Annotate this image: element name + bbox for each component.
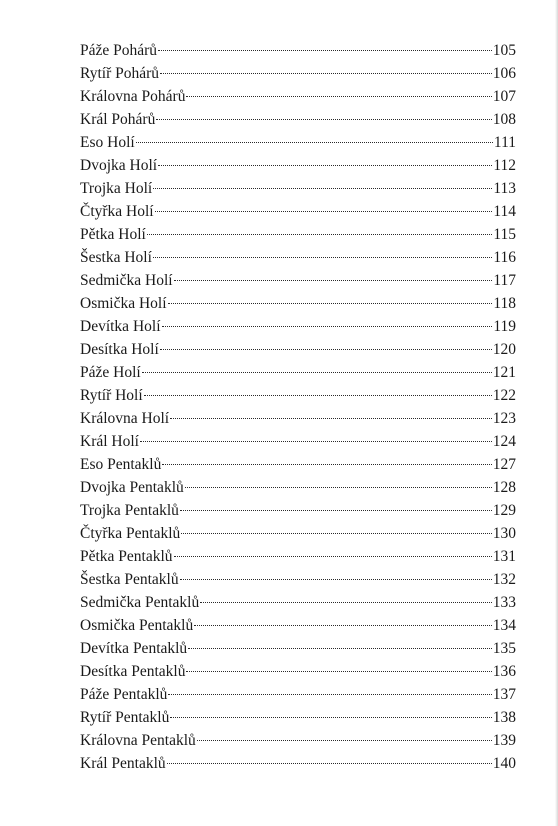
toc-entry-page-number: 134 — [492, 617, 516, 634]
toc-entry-page-number: 115 — [493, 226, 516, 243]
toc-entry-page-number: 118 — [493, 295, 516, 312]
toc-dot-leader — [168, 303, 493, 304]
toc-entry-title: Pětka Holí — [80, 226, 146, 243]
toc-entry-title: Páže Holí — [80, 364, 141, 381]
toc-entry-title: Čtyřka Pentaklů — [80, 525, 181, 542]
toc-entry — [80, 568, 516, 591]
toc-entry — [80, 545, 516, 568]
toc-entry-title: Devítka Holí — [80, 318, 161, 335]
toc-entry-page-number: 105 — [492, 42, 516, 59]
toc-dot-leader — [153, 257, 492, 258]
toc-entry-title: Královna Pentaklů — [80, 732, 196, 749]
toc-entry-title: Král Pentaklů — [80, 755, 166, 772]
toc-dot-leader — [153, 188, 492, 189]
toc-entry — [80, 85, 516, 108]
toc-entry — [80, 453, 516, 476]
toc-dot-leader — [168, 694, 491, 695]
toc-entry-page-number: 135 — [492, 640, 516, 657]
toc-entry-page-number: 106 — [492, 65, 516, 82]
toc-entry-page-number: 136 — [492, 663, 516, 680]
toc-entry-title: Páže Pohárů — [80, 42, 158, 59]
toc-entry-title: Dvojka Pentaklů — [80, 479, 184, 496]
toc-dot-leader — [186, 671, 491, 672]
toc-dot-leader — [158, 50, 492, 51]
toc-dot-leader — [162, 464, 491, 465]
toc-entry — [80, 522, 516, 545]
toc-entry-title: Král Holí — [80, 433, 139, 450]
toc-dot-leader — [170, 717, 491, 718]
toc-entry-page-number: 114 — [493, 203, 516, 220]
toc-entry — [80, 637, 516, 660]
toc-dot-leader — [174, 280, 493, 281]
toc-entry-title: Eso Holí — [80, 134, 135, 151]
toc-dot-leader — [194, 625, 492, 626]
toc-dot-leader — [167, 763, 492, 764]
toc-entry-title: Osmička Holí — [80, 295, 167, 312]
toc-entry-page-number: 117 — [493, 272, 516, 289]
toc-entry-page-number: 119 — [493, 318, 516, 335]
toc-entry-title: Královna Pohárů — [80, 88, 186, 105]
toc-entry — [80, 407, 516, 430]
toc-dot-leader — [162, 326, 493, 327]
toc-dot-leader — [136, 142, 493, 143]
toc-entry — [80, 223, 516, 246]
toc-entry-title: Eso Pentaklů — [80, 456, 162, 473]
toc-entry-title: Páže Pentaklů — [80, 686, 168, 703]
toc-dot-leader — [155, 211, 493, 212]
toc-dot-leader — [147, 234, 492, 235]
toc-entry-title: Rytíř Holí — [80, 387, 143, 404]
toc-entry — [80, 131, 516, 154]
toc-entry-page-number: 122 — [492, 387, 516, 404]
toc-entry-title: Desítka Pentaklů — [80, 663, 186, 680]
toc-entry-page-number: 108 — [492, 111, 516, 128]
toc-entry-page-number: 132 — [492, 571, 516, 588]
toc-dot-leader — [140, 441, 492, 442]
toc-dot-leader — [200, 602, 492, 603]
toc-entry-page-number: 113 — [493, 180, 516, 197]
toc-dot-leader — [174, 556, 492, 557]
toc-entry-title: Devítka Pentaklů — [80, 640, 188, 657]
toc-entry — [80, 361, 516, 384]
toc-entry-page-number: 130 — [492, 525, 516, 542]
toc-entry-page-number: 140 — [492, 755, 516, 772]
toc-dot-leader — [181, 533, 491, 534]
toc-entry-title: Šestka Pentaklů — [80, 571, 179, 588]
toc-entry-title: Trojka Holí — [80, 180, 153, 197]
toc-entry — [80, 338, 516, 361]
toc-entry-title: Pětka Pentaklů — [80, 548, 173, 565]
toc-entry — [80, 729, 516, 752]
toc-entry-page-number: 131 — [492, 548, 516, 565]
toc-entry-page-number: 128 — [492, 479, 516, 496]
toc-entry — [80, 108, 516, 131]
toc-dot-leader — [197, 740, 492, 741]
toc-dot-leader — [186, 96, 491, 97]
toc-entry — [80, 154, 516, 177]
toc-entry — [80, 315, 516, 338]
toc-dot-leader — [160, 73, 492, 74]
toc-entry-page-number: 111 — [493, 134, 516, 151]
toc-entry-page-number: 121 — [492, 364, 516, 381]
toc-entry-page-number: 123 — [492, 410, 516, 427]
toc-entry-title: Sedmička Pentaklů — [80, 594, 200, 611]
toc-entry-title: Desítka Holí — [80, 341, 159, 358]
toc-entry — [80, 39, 516, 62]
toc-entry-page-number: 129 — [492, 502, 516, 519]
toc-dot-leader — [170, 418, 492, 419]
toc-entry-page-number: 138 — [492, 709, 516, 726]
toc-entry — [80, 683, 516, 706]
toc-dot-leader — [158, 165, 492, 166]
toc-dot-leader — [160, 349, 492, 350]
toc-dot-leader — [142, 372, 492, 373]
toc-entry-title: Rytíř Pohárů — [80, 65, 160, 82]
toc-entry-title: Šestka Holí — [80, 249, 152, 266]
toc-entry-page-number: 133 — [492, 594, 516, 611]
toc-entry — [80, 62, 516, 85]
toc-entry-title: Čtyřka Holí — [80, 203, 154, 220]
toc-entry-page-number: 107 — [492, 88, 516, 105]
toc-entry — [80, 614, 516, 637]
toc-entry-title: Královna Holí — [80, 410, 170, 427]
toc-entry-page-number: 112 — [493, 157, 516, 174]
toc-entry — [80, 476, 516, 499]
toc-entry — [80, 430, 516, 453]
table-of-contents — [80, 39, 516, 775]
toc-entry — [80, 660, 516, 683]
toc-entry-title: Rytíř Pentaklů — [80, 709, 170, 726]
toc-entry — [80, 246, 516, 269]
toc-dot-leader — [185, 487, 492, 488]
toc-entry — [80, 269, 516, 292]
toc-entry-title: Král Pohárů — [80, 111, 156, 128]
toc-entry — [80, 384, 516, 407]
toc-entry — [80, 752, 516, 775]
toc-entry-title: Trojka Pentaklů — [80, 502, 179, 519]
toc-entry-title: Osmička Pentaklů — [80, 617, 194, 634]
toc-entry-page-number: 124 — [492, 433, 516, 450]
toc-entry — [80, 706, 516, 729]
toc-dot-leader — [188, 648, 492, 649]
toc-entry-page-number: 127 — [492, 456, 516, 473]
toc-entry-page-number: 120 — [492, 341, 516, 358]
toc-entry-page-number: 116 — [493, 249, 516, 266]
toc-dot-leader — [180, 510, 492, 511]
toc-entry — [80, 499, 516, 522]
toc-entry — [80, 177, 516, 200]
toc-dot-leader — [156, 119, 491, 120]
toc-entry — [80, 591, 516, 614]
toc-dot-leader — [144, 395, 492, 396]
toc-entry-page-number: 137 — [492, 686, 516, 703]
toc-dot-leader — [180, 579, 492, 580]
toc-entry-title: Sedmička Holí — [80, 272, 173, 289]
toc-entry — [80, 292, 516, 315]
toc-entry-title: Dvojka Holí — [80, 157, 158, 174]
toc-entry-page-number: 139 — [492, 732, 516, 749]
toc-entry — [80, 200, 516, 223]
